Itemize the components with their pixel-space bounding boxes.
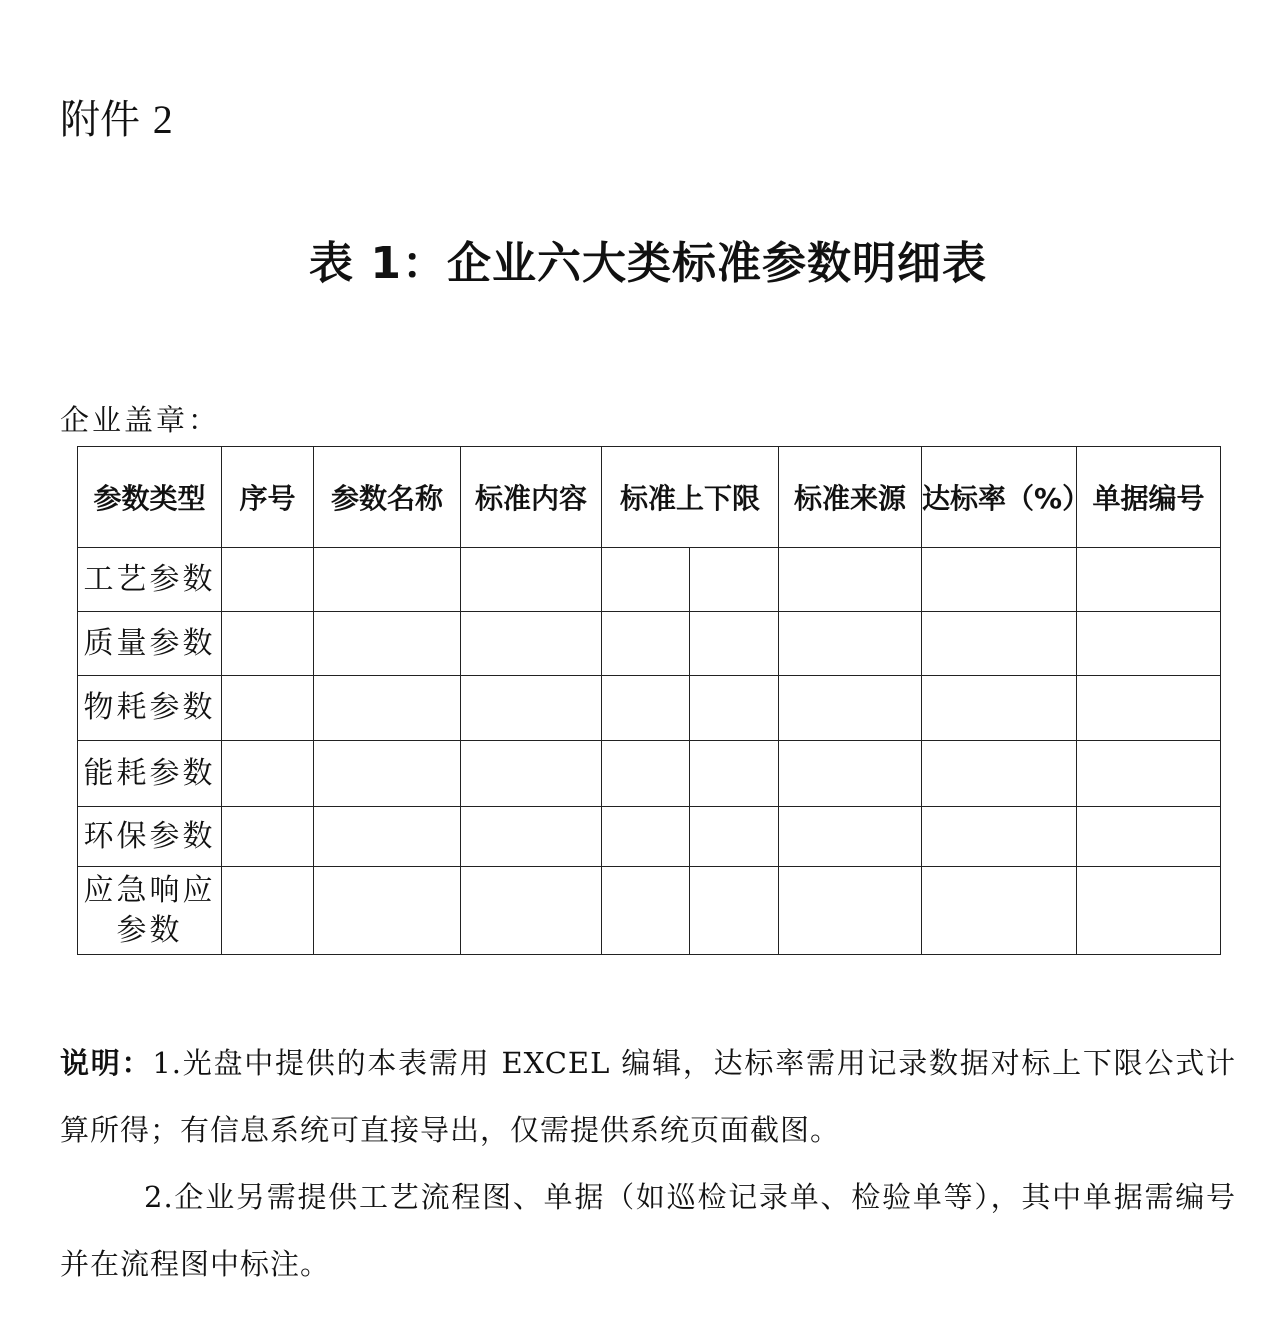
table-cell[interactable] [922, 548, 1077, 612]
table-cell[interactable] [222, 548, 314, 612]
table-cell[interactable] [1077, 867, 1221, 955]
table-row [78, 612, 1221, 676]
table-cell[interactable] [1077, 676, 1221, 741]
table-cell[interactable] [779, 807, 922, 867]
table-cell[interactable] [779, 676, 922, 741]
table-cell[interactable] [314, 867, 461, 955]
header-standard-content: 标准内容 [461, 447, 602, 548]
table-cell-lower-limit[interactable] [602, 612, 690, 676]
table-cell-lower-limit[interactable] [602, 548, 690, 612]
table-cell[interactable] [461, 612, 602, 676]
row-type-emergency-line1: 应急响应 [83, 872, 216, 908]
row-type-emergency [78, 867, 222, 955]
row-type-quality: 质量参数 [78, 612, 222, 676]
parameter-table [77, 446, 1221, 955]
table-cell-lower-limit[interactable] [602, 741, 690, 807]
table-row [78, 867, 1221, 955]
table-cell[interactable] [314, 807, 461, 867]
row-type-energy: 能耗参数 [78, 741, 222, 807]
table-header-row [78, 447, 1221, 548]
table-cell[interactable] [922, 676, 1077, 741]
table-cell-upper-limit[interactable] [690, 548, 779, 612]
row-type-emergency-line2: 参数 [116, 912, 183, 948]
table-cell[interactable] [461, 741, 602, 807]
table-cell[interactable] [314, 548, 461, 612]
table-cell[interactable] [222, 741, 314, 807]
table-cell-lower-limit[interactable] [602, 867, 690, 955]
header-param-type: 参数类型 [78, 447, 222, 548]
table-row [78, 807, 1221, 867]
table-cell-upper-limit[interactable] [690, 612, 779, 676]
note-item-1 [60, 1030, 1236, 1164]
table-cell[interactable] [1077, 741, 1221, 807]
table-cell[interactable] [779, 548, 922, 612]
table-cell[interactable] [314, 741, 461, 807]
table-cell[interactable] [222, 676, 314, 741]
page-title: 表 1：企业六大类标准参数明细表 [309, 238, 987, 289]
table-cell-upper-limit[interactable] [690, 867, 779, 955]
table-cell[interactable] [1077, 612, 1221, 676]
header-compliance-rate: 达标率（%） [922, 447, 1077, 548]
header-standard-source: 标准来源 [779, 447, 922, 548]
notes-section [60, 1030, 1236, 1298]
table-cell-upper-limit[interactable] [690, 807, 779, 867]
table-cell-lower-limit[interactable] [602, 676, 690, 741]
notes-label: 说明： [60, 1046, 153, 1080]
note-item-2: 2.企业另需提供工艺流程图、单据（如巡检记录单、检验单等），其中单据需编号并在流程图中标注。 [60, 1180, 1236, 1281]
attachment-prefix: 附件 [60, 97, 140, 143]
table-cell[interactable] [314, 612, 461, 676]
table-cell[interactable] [222, 612, 314, 676]
table-row [78, 548, 1221, 612]
table-cell[interactable] [222, 807, 314, 867]
table-cell[interactable] [461, 867, 602, 955]
table-cell[interactable] [222, 867, 314, 955]
company-seal-label: 企业盖章： [60, 403, 221, 437]
table-cell[interactable] [461, 548, 602, 612]
header-standard-limits: 标准上下限 [602, 447, 779, 548]
table-cell[interactable] [779, 741, 922, 807]
note-item-1-text: 1.光盘中提供的本表需用 EXCEL 编辑，达标率需用记录数据对标上下限公式计算所得；有信息系统可直接导出，仅需提供系统页面截图。 [60, 1046, 1236, 1147]
table-cell[interactable] [922, 741, 1077, 807]
row-type-process: 工艺参数 [78, 548, 222, 612]
table-cell[interactable] [461, 807, 602, 867]
row-type-environment: 环保参数 [78, 807, 222, 867]
table-cell[interactable] [1077, 807, 1221, 867]
header-param-name: 参数名称 [314, 447, 461, 548]
row-type-material: 物耗参数 [78, 676, 222, 741]
table-cell[interactable] [922, 807, 1077, 867]
table-row [78, 676, 1221, 741]
header-document-no: 单据编号 [1077, 447, 1221, 548]
table-cell-upper-limit[interactable] [690, 741, 779, 807]
table-cell[interactable] [461, 676, 602, 741]
table-cell[interactable] [1077, 548, 1221, 612]
table-cell[interactable] [922, 612, 1077, 676]
table-cell[interactable] [779, 612, 922, 676]
table-cell-upper-limit[interactable] [690, 676, 779, 741]
attachment-number: 2 [152, 97, 173, 142]
table-cell[interactable] [314, 676, 461, 741]
table-cell[interactable] [779, 867, 922, 955]
table-cell-lower-limit[interactable] [602, 807, 690, 867]
table-row [78, 741, 1221, 807]
table-cell[interactable] [922, 867, 1077, 955]
header-serial-no: 序号 [222, 447, 314, 548]
attachment-label [60, 92, 173, 148]
